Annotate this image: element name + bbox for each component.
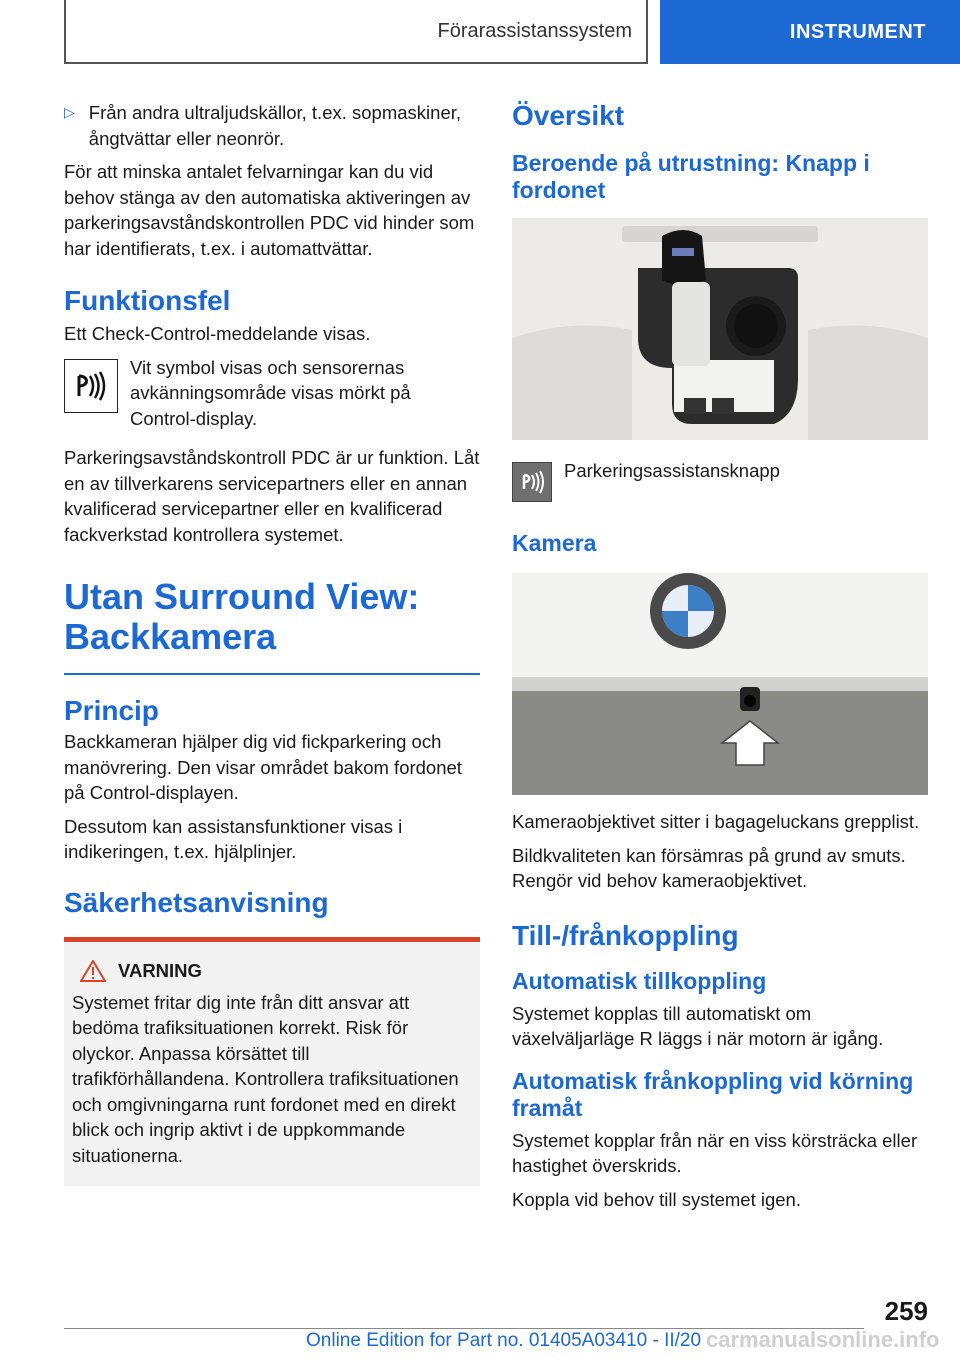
header-section-label: Förarassistanssystem: [437, 19, 632, 42]
section-heading: Utan Surround View: Backkamera: [64, 576, 420, 657]
auto-on-heading: Automatisk tillkoppling: [512, 967, 767, 994]
page-number: 259: [884, 1296, 928, 1326]
pdc-button-label: Parkeringsassistansknapp: [564, 460, 780, 481]
header-section: [64, 0, 648, 64]
warning-triangle-icon: [80, 960, 106, 982]
center-console-photo: [512, 218, 928, 440]
principle-text: Backkameran hjälper dig vid fickparkering och manövrering. Den visar området bakom fordonet på Control-displayen.: [64, 731, 462, 803]
principle-heading: Princip: [64, 695, 159, 726]
warning-title: VARNING: [118, 959, 202, 981]
header-chapter-label: INSTRUMENT: [789, 20, 926, 43]
symbol-row: [64, 355, 480, 432]
footer-edition: Online Edition for Part no. 01405A03410 - II/20: [306, 1330, 702, 1351]
safety-heading: Säkerhetsanvisning: [64, 886, 329, 918]
camera-text-1: Kameraobjektivet sitter i bagageluckans grepplist.: [512, 811, 920, 832]
header-chapter-tab[interactable]: [660, 0, 960, 64]
auto-off-heading: Automatisk frånkoppling vid körning framåt: [512, 1067, 914, 1121]
right-column: [512, 100, 928, 1220]
warning-text: Systemet fritar dig inte från ditt ansvar att bedöma trafiksituationen korrekt. Risk för olyckor. Anpassa körsättet till trafikförhållandena. Kontrollera trafiksituationen och omgivningarna runt fordonet med en direkt blick och ingrip aktivt i de uppkommande situationerna.: [72, 991, 459, 1166]
intro-paragraph: För att minska antalet felvarningar kan du vid behov stänga av den automatiska aktiveringen av parkeringsavståndskontrollen PDC vid hinder som har identifierats, t.ex. i automattvättar.: [64, 161, 475, 259]
principle-text-2: Dessutom kan assistansfunktioner visas i indikeringen, t.ex. hjälplinjer.: [64, 815, 403, 862]
parking-assist-button-icon: [512, 462, 552, 502]
camera-text-2: Bildkvaliteten kan försämras på grund av smuts. Rengör vid behov kameraobjektivet.: [512, 844, 906, 891]
footer-watermark: carmanualsonline.info: [706, 1327, 940, 1352]
pdc-failure-text: Parkeringsavståndskontroll PDC är ur funktion. Låt en av tillverkarens servicepartners eller en annan kvalificerad servicepartner eller en kvalificerad fackverkstad kontrollera systemet.: [64, 447, 480, 545]
pdc-malfunction-icon: [64, 359, 118, 413]
bullet-item: [64, 100, 480, 151]
onoff-heading: Till-/frånkoppling: [512, 919, 739, 951]
triangle-bullet-icon: ▷: [64, 104, 75, 120]
overview-heading: Översikt: [512, 100, 625, 131]
pdc-button-legend: [512, 458, 928, 502]
camera-heading: Kamera: [512, 530, 597, 556]
warning-title-row: [72, 960, 472, 982]
section-divider: [64, 673, 480, 675]
auto-off-text-1: Systemet kopplar från när en viss körsträcka eller hastighet överskrids.: [512, 1129, 918, 1176]
rear-camera-photo: [512, 573, 928, 795]
auto-off-text-2: Koppla vid behov till systemet igen.: [512, 1188, 801, 1210]
symbol-description: Vit symbol visas och sensorernas avkänningsområde visas mörkt på Control-display.: [130, 356, 411, 429]
bullet-text: Från andra ultraljudskällor, t.ex. sopmaskiner, ångtvättar eller neonrör.: [88, 102, 462, 149]
malfunction-text: Ett Check-Control-meddelande visas.: [64, 323, 371, 344]
warning-box: [64, 937, 480, 1187]
malfunction-heading: Funktionsfel: [64, 285, 231, 316]
left-column: [64, 100, 480, 1186]
auto-on-text: Systemet kopplas till automatiskt om växelväljarläge R läggs i när motorn är igång.: [512, 1002, 884, 1049]
button-heading: Beroende på utrustning: Knapp i fordonet: [512, 150, 870, 203]
